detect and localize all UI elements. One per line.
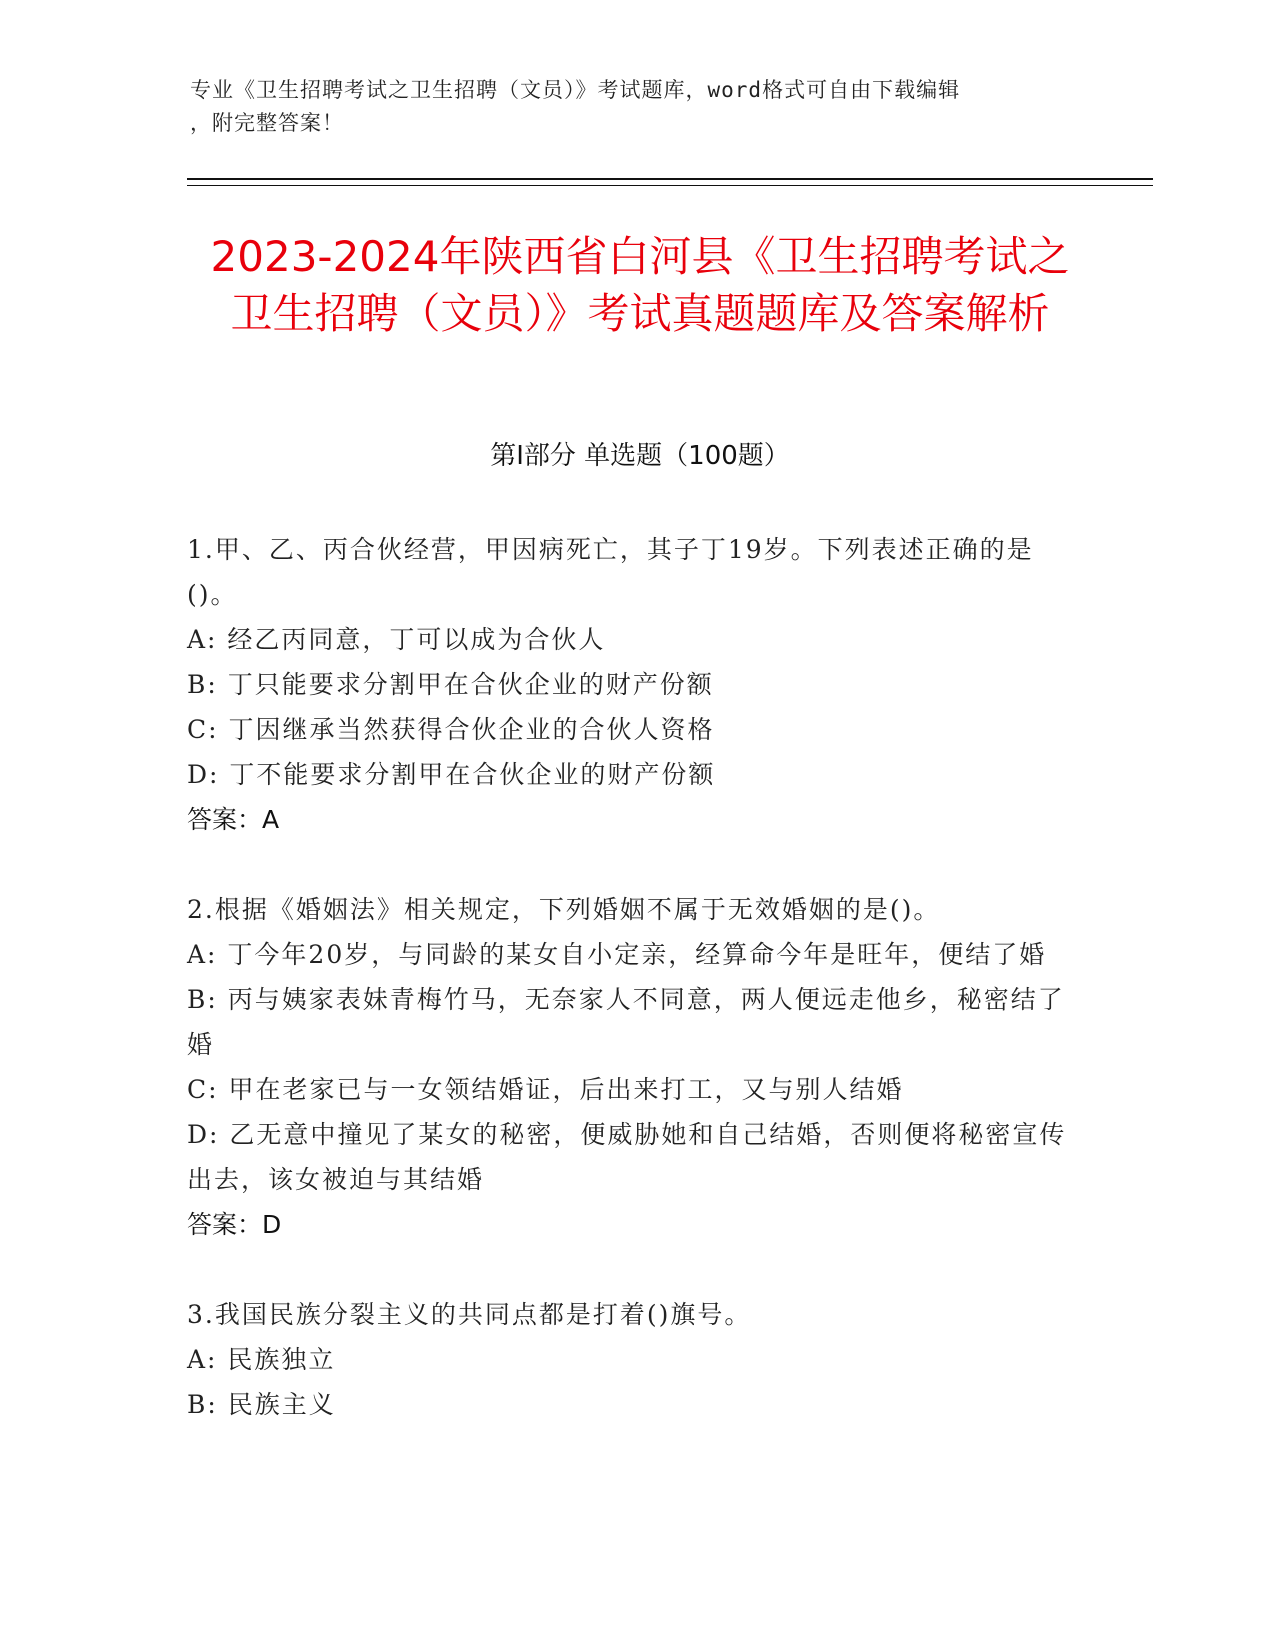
option-a: A: 经乙丙同意，丁可以成为合伙人	[187, 625, 606, 654]
question-text: 3.我国民族分裂主义的共同点都是打着()旗号。	[187, 1300, 752, 1329]
option-d: D: 乙无意中撞见了某女的秘密，便威胁她和自己结婚，否则便将秘密宣传出去，该女被迫与其结婚	[187, 1120, 1067, 1194]
header-note: 专业《卫生招聘考试之卫生招聘（文员）》考试题库，word格式可自由下载编辑 ，附完整答案！	[190, 78, 961, 135]
option-a: A: 民族独立	[187, 1345, 336, 1374]
option-b: B: 民族主义	[187, 1390, 336, 1419]
option-d: D: 丁不能要求分割甲在合伙企业的财产份额	[187, 760, 716, 789]
answer-line: 答案：D	[187, 1210, 282, 1239]
question-2	[187, 887, 1077, 1247]
question-text: 1.甲、乙、丙合伙经营，甲因病死亡，其子丁19岁。下列表述正确的是()。	[187, 535, 1034, 609]
header-rule-thin	[187, 185, 1153, 186]
option-b: B: 丙与姨家表妹青梅竹马，无奈家人不同意，两人便远走他乡，秘密结了婚	[187, 985, 1065, 1059]
header-rule-thick	[187, 178, 1153, 180]
question-text: 2.根据《婚姻法》相关规定，下列婚姻不属于无效婚姻的是()。	[187, 895, 941, 924]
question-3	[187, 1292, 1077, 1427]
option-c: C: 甲在老家已与一女领结婚证，后出来打工，又与别人结婚	[187, 1075, 904, 1104]
answer-line: 答案：A	[187, 805, 280, 834]
option-c: C: 丁因继承当然获得合伙企业的合伙人资格	[187, 715, 715, 744]
document-title: 2023-2024年陕西省白河县《卫生招聘考试之卫生招聘（文员）》考试真题题库及答案解析	[210, 232, 1070, 338]
question-1	[187, 527, 1077, 842]
question-list	[187, 527, 1077, 1472]
option-b: B: 丁只能要求分割甲在合伙企业的财产份额	[187, 670, 714, 699]
option-a: A: 丁今年20岁，与同龄的某女自小定亲，经算命今年是旺年，便结了婚	[187, 940, 1047, 969]
section-heading: 第Ⅰ部分 单选题（100题）	[490, 441, 790, 471]
